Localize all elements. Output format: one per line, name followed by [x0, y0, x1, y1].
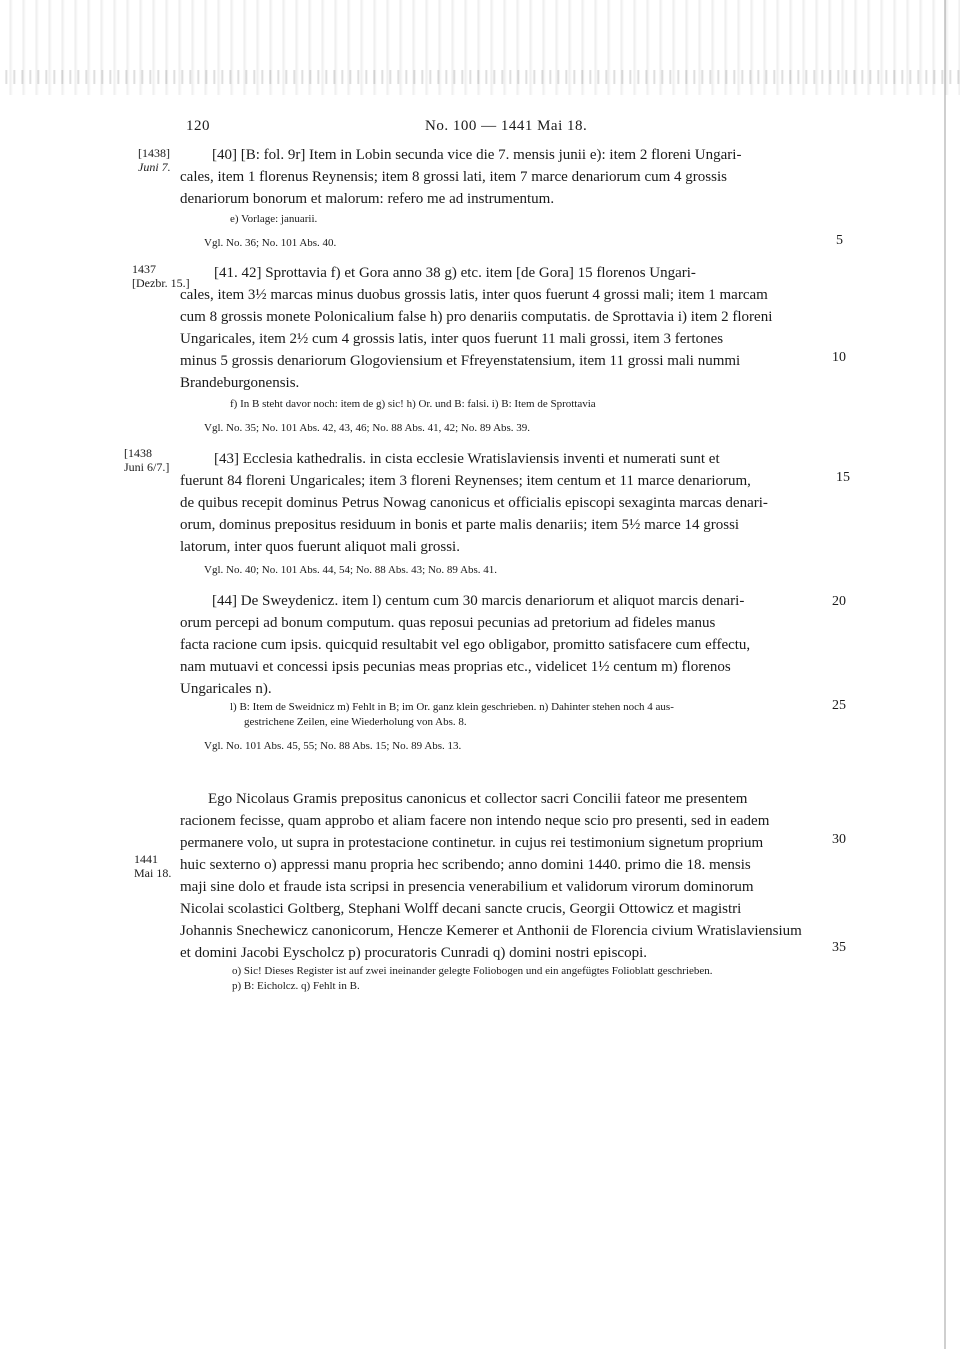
line-number: 20 — [832, 594, 846, 609]
cross-reference: Vgl. No. 35; No. 101 Abs. 42, 43, 46; No. 88 Abs. 41, 42; No. 89 Abs. 39. — [204, 422, 531, 434]
entry-line: cum 8 grossis monete Polonicalium false h) pro denariis computatis. de Sprottavia i) item 2 floreni — [180, 309, 773, 325]
margin-note-line: Juni 6/7.] — [124, 460, 170, 474]
cross-reference: Vgl. No. 36; No. 101 Abs. 40. — [204, 237, 337, 249]
closing-protocol — [180, 788, 830, 964]
closing-line: Nicolai scolastici Goltberg, Stephani Wolff decani sancte crucis, Georgii Ottowicz et magistri — [180, 901, 742, 917]
entry-41-42 — [180, 262, 840, 394]
closing-line: et domini Jacobi Eyscholcz p) procuratoris Cunradi q) domini nostri episcopi. — [180, 945, 647, 961]
margin-note-line: 1437 — [132, 262, 156, 276]
margin-note-line: [1438] — [138, 146, 170, 160]
margin-note-line: 1441 — [134, 852, 158, 866]
footnote: l) B: Item de Sweidnicz m) Fehlt in B; im Or. ganz klein geschrieben. n) Dahinter stehen noch 4 aus- — [230, 701, 674, 713]
closing-line: permanere volo, ut supra in protestacione continetur. in cujus rei testimonium signetum proprium — [180, 835, 764, 851]
footnote: o) Sic! Dieses Register ist auf zwei ineinander gelegte Foliobogen und ein angefügtes Folioblatt geschrieben. — [232, 965, 713, 977]
scan-noise-dots — [0, 70, 960, 84]
margin-note-date — [124, 446, 169, 474]
entry-line: cales, item 1 florenus Reynensis; item 8 grossi lati, item 7 marce denariorum cum 4 grossis — [180, 169, 727, 185]
entry-line: Ungaricales, item 2½ cum 4 grossis latis, inter quos fuerunt 11 mali grossi, item 3 fertones — [180, 331, 724, 347]
entry-line: cales, item 3½ marcas minus duobus grossis latis, inter quos fuerunt 4 grossi mali; item 1 marcam — [180, 287, 768, 303]
entry-line: [43] Ecclesia kathedralis. in cista ecclesie Wratislaviensis inventi et numerati sunt et — [214, 451, 720, 467]
footnote: f) In B steht davor noch: item de g) sic! h) Or. und B: falsi. i) B: Item de Sprottavia — [230, 398, 596, 410]
margin-note-line: [1438 — [124, 446, 152, 460]
entry-line: [40] [B: fol. 9r] Item in Lobin secunda vice die 7. mensis junii e): item 2 floreni Ungari- — [212, 147, 742, 163]
entry-line: de quibus recepit dominus Petrus Nowag canonicus et officialis episcopi sexaginta marcas denari- — [180, 495, 768, 511]
entry-line: facta racione cum ipsis. quicquid resultabit vel ego obligabor, promitto satisfacere cum effectu, — [180, 637, 751, 653]
closing-line: huic sexterno o) appressi manu propria hec scribendo; anno domini 1440. primo die 18. mensis — [180, 857, 751, 873]
line-number: 15 — [836, 470, 850, 485]
footnote: e) Vorlage: januarii. — [230, 213, 318, 225]
entry-43 — [180, 448, 840, 558]
line-number: 5 — [836, 233, 843, 248]
entry-line: orum, dominus prepositus residuum in bonis et parte malis denariis; item 5½ marce 14 grossi — [180, 517, 740, 533]
line-number: 30 — [832, 832, 846, 847]
page-edge — [944, 0, 946, 1349]
margin-note-line: Juni 7. — [138, 160, 171, 174]
closing-line: maji sine dolo et fraude ista scripsi in presencia venerabilium et validorum virorum dominorum — [180, 879, 754, 895]
margin-note-date — [138, 146, 171, 174]
entry-line: minus 5 grossis denariorum Glogoviensium et Ffreyenstatensium, item 11 grossi mali nummi — [180, 353, 741, 369]
line-number: 10 — [832, 350, 846, 365]
margin-note-line: Mai 18. — [134, 866, 172, 880]
closing-line: racionem fecisse, quam approbo et aliam facere non intendo neque scio pro presenti, sed in eadem — [180, 813, 770, 829]
margin-note-date — [134, 852, 171, 880]
cross-reference: Vgl. No. 40; No. 101 Abs. 44, 54; No. 88 Abs. 43; No. 89 Abs. 41. — [204, 564, 498, 576]
entry-line: fuerunt 84 floreni Ungaricales; item 3 floreni Reynenses; item centum et 11 marce denariorum, — [180, 473, 751, 489]
entry-line: orum percepi ad bonum computum. quas reposui pecunias ad pretorium ad fideles manus — [180, 615, 716, 631]
line-number: 35 — [832, 940, 846, 955]
closing-line: Ego Nicolaus Gramis prepositus canonicus et collector sacri Concilii fateor me presentem — [208, 791, 748, 807]
page-number: 120 — [186, 118, 210, 134]
entry-line: Ungaricales n). — [180, 681, 272, 697]
entry-line: Brandeburgonensis. — [180, 375, 300, 391]
line-number: 25 — [832, 698, 846, 713]
footnote: gestrichene Zeilen, eine Wiederholung von Abs. 8. — [244, 716, 467, 728]
entry-line: latorum, inter quos fuerunt aliquot mali grossi. — [180, 539, 460, 555]
entry-line: [44] De Sweydenicz. item l) centum cum 30 marcis denariorum et aliquot marcis denari- — [212, 593, 745, 609]
entry-44 — [180, 590, 840, 700]
cross-reference: Vgl. No. 101 Abs. 45, 55; No. 88 Abs. 15; No. 89 Abs. 13. — [204, 740, 462, 752]
entry-40 — [180, 144, 840, 210]
running-title: No. 100 — 1441 Mai 18. — [425, 118, 588, 134]
footnote: p) B: Eicholcz. q) Fehlt in B. — [232, 980, 360, 992]
entry-line: denariorum bonorum et malorum: refero me ad instrumentum. — [180, 191, 555, 207]
closing-line: Johannis Snechewicz canonicorum, Hencze Kemerer et Anthonii de Florencia civium Wratislaviensium — [180, 923, 802, 939]
entry-line: [41. 42] Sprottavia f) et Gora anno 38 g) etc. item [de Gora] 15 florenos Ungari- — [214, 265, 696, 281]
entry-line: nam mutuavi et concessi ipsis pecunias meas proprias etc., videlicet 1½ centum m) florenos — [180, 659, 731, 675]
margin-note-line: [Dezbr. 15.] — [132, 276, 190, 290]
